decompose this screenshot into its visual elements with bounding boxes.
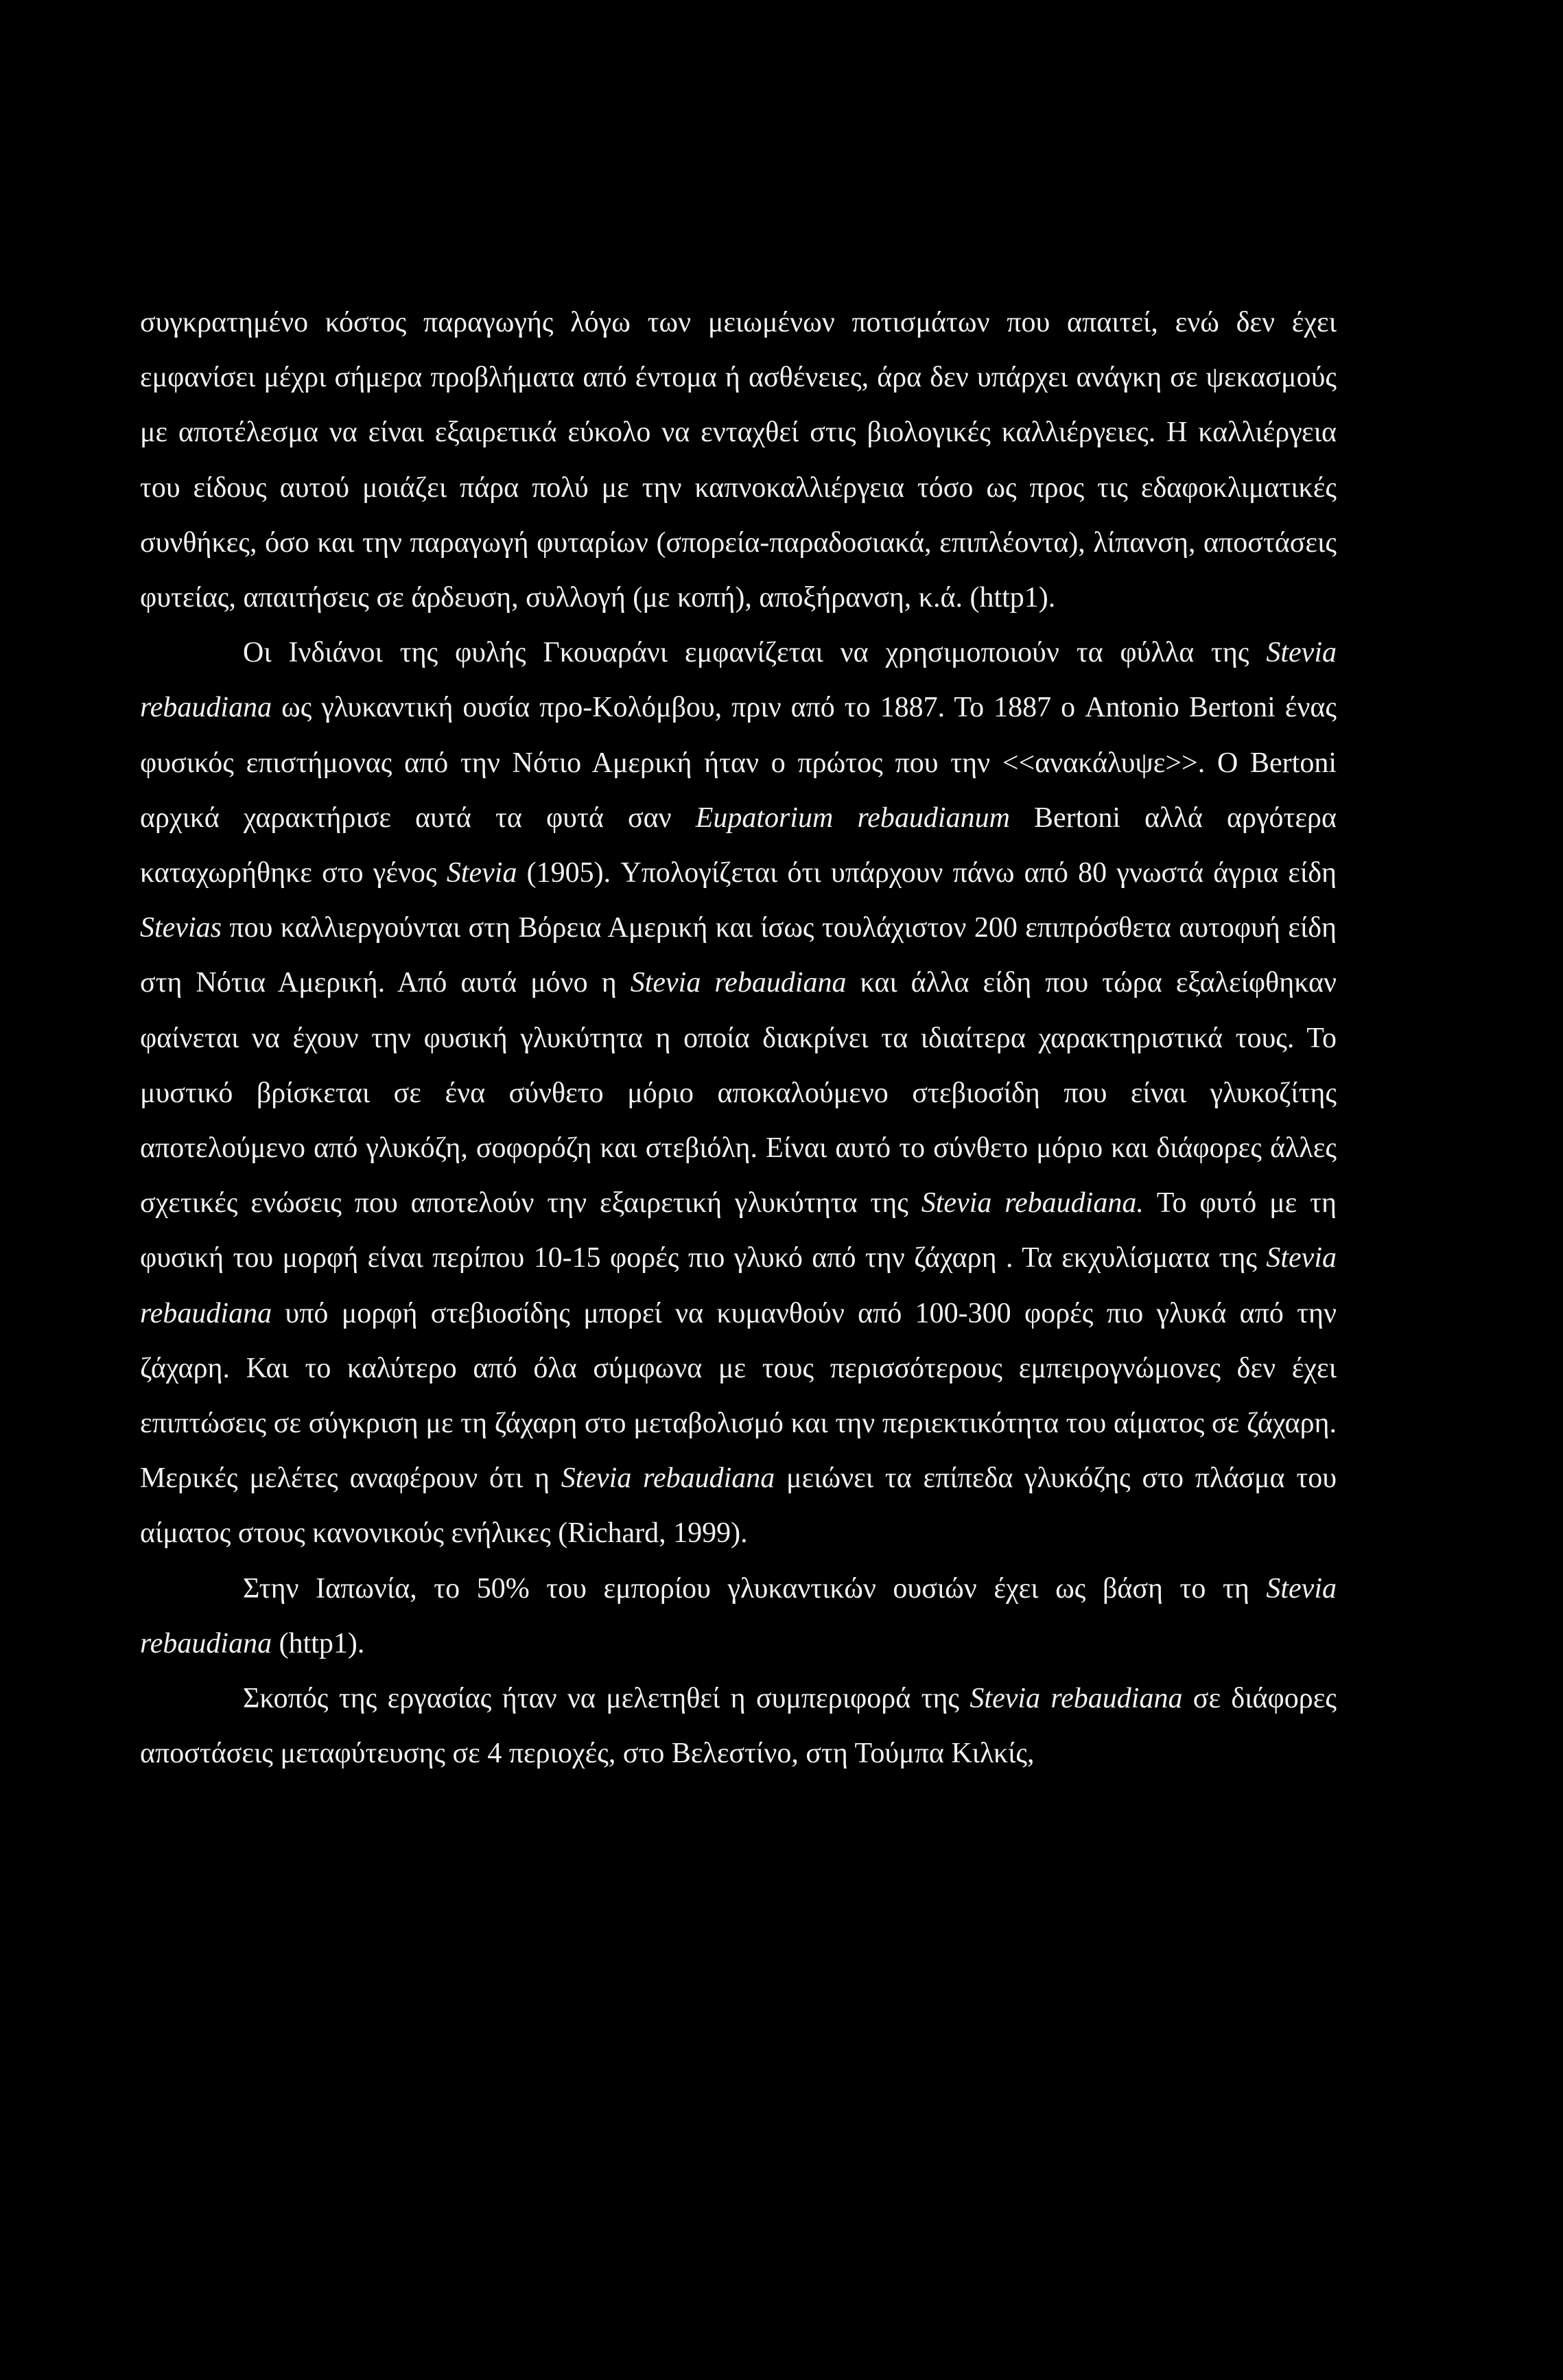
text-run: (1905). Υπολογίζεται ότι υπάρχουν πάνω από 80 γνωστά άγρια είδη [517, 857, 1337, 889]
text-run: Το φυτό με τη φυσική του μορφή είναι περίπου 10-15 φορές πιο γλυκό από την ζάχαρη . Τα εκχυλίσματα της [140, 1187, 1337, 1274]
species-name: Stevia rebaudiana. [921, 1187, 1144, 1220]
species-name: Stevia rebaudiana [140, 1572, 1337, 1659]
text-run: ως γλυκαντική ουσία προ-Κολόμβου, πριν από το 1887. Το 1887 ο Antonio Bertoni ένας φυσικός επιστήμονας από την Νότιο Αμερική ήταν ο πρώτος που την <<ανακάλυψε>>. Ο Bertoni αρχικά χαρακτήρισε αυτά τα φυτά σαν [140, 692, 1337, 834]
text-run: σε διάφορες αποστάσεις μεταφύτευσης σε 4 περιοχές, στο Βελεστίνο, στη Τούμπα Κιλκίς, [140, 1683, 1337, 1770]
text-run: Οι Ινδιάνοι της φυλής Γκουαράνι εμφανίζεται να χρησιμοποιούν τα φύλλα της [243, 637, 1267, 669]
body-text [140, 295, 1337, 1781]
species-name: Stevia rebaudiana [630, 967, 847, 999]
text-run: Bertoni αλλά αργότερα καταχωρήθηκε στο γένος [140, 802, 1337, 889]
species-name: Stevia rebaudiana [140, 637, 1337, 724]
text-run: μειώνει τα επίπεδα γλυκόζης στο πλάσμα του αίματος στους κανονικούς ενήλικες (Richard, 1999). [140, 1462, 1337, 1550]
text-run: που καλλιεργούνται στη Βόρεια Αμερική και ίσως τουλάχιστον 200 επιπρόσθετα αυτοφυή είδη στη Νότια Αμερική. Από αυτά μόνο η [140, 912, 1337, 999]
genus-name: Stevias [140, 912, 222, 944]
paragraph [140, 1671, 1337, 1781]
paragraph [140, 295, 1337, 625]
text-run: Σκοπός της εργασίας ήταν να μελετηθεί η συμπεριφορά της [243, 1683, 970, 1715]
genus-name: Stevia [446, 857, 517, 889]
text-run: και άλλα είδη που τώρα εξαλείφθηκαν φαίνεται να έχουν την φυσική γλυκύτητα η οποία διακρίνει τα ιδιαίτερα χαρακτηριστικά τους. Το μυστικό βρίσκεται σε ένα σύνθετο μόριο αποκαλούμενο στεβιοσίδη που είναι γλυκοζίτης αποτελούμενο από γλυκόζη, σοφορόζη και στεβιόλη. Είναι αυτό το σύνθετο μόριο και διάφορες άλλες σχετικές ενώσεις που αποτελούν την εξαιρετική γλυκύτητα της [140, 967, 1337, 1220]
text-run: (http1). [272, 1627, 365, 1659]
species-name: Stevia rebaudiana [140, 1242, 1337, 1329]
species-name: Eupatorium rebaudianum [695, 802, 1010, 834]
paragraph [140, 625, 1337, 1561]
text-run: υπό μορφή στεβιοσίδης μπορεί να κυμανθούν από 100-300 φορές πιο γλυκά από την ζάχαρη. Και το καλύτερο από όλα σύμφωνα με τους περισσότερους εμπειρογνώμονες δεν έχει επιπτώσεις σε σύγκριση με τη ζάχαρη στο μεταβολισμό και την περιεκτικότητα του αίματος σε ζάχαρη. Μερικές μελέτες αναφέρουν ότι η [140, 1297, 1337, 1495]
text-run: Στην Ιαπωνία, το 50% του εμπορίου γλυκαντικών ουσιών έχει ως βάση το τη [243, 1572, 1267, 1605]
paragraph [140, 1561, 1337, 1671]
species-name: Stevia rebaudiana [561, 1462, 775, 1495]
species-name: Stevia rebaudiana [969, 1683, 1183, 1715]
text-run: συγκρατημένο κόστος παραγωγής λόγω των μειωμένων ποτισμάτων που απαιτεί, ενώ δεν έχει εμφανίσει μέχρι σήμερα προβλήματα από έντομα ή ασθένειες, άρα δεν υπάρχει ανάγκη σε ψεκασμούς με αποτέλεσμα να είναι εξαιρετικά εύκολο να ενταχθεί στις βιολογικές καλλιέργειες. Η καλλιέργεια του είδους αυτού μοιάζει πάρα πολύ με την καπνοκαλλιέργεια τόσο ως προς τις εδαφοκλιματικές συνθήκες, όσο και την παραγωγή φυταρίων (σπορεία-παραδοσιακά, επιπλέοντα), λίπανση, αποστάσεις φυτείας, απαιτήσεις σε άρδευση, συλλογή (με κοπή), αποξήρανση, κ.ά. (http1). [140, 307, 1337, 614]
